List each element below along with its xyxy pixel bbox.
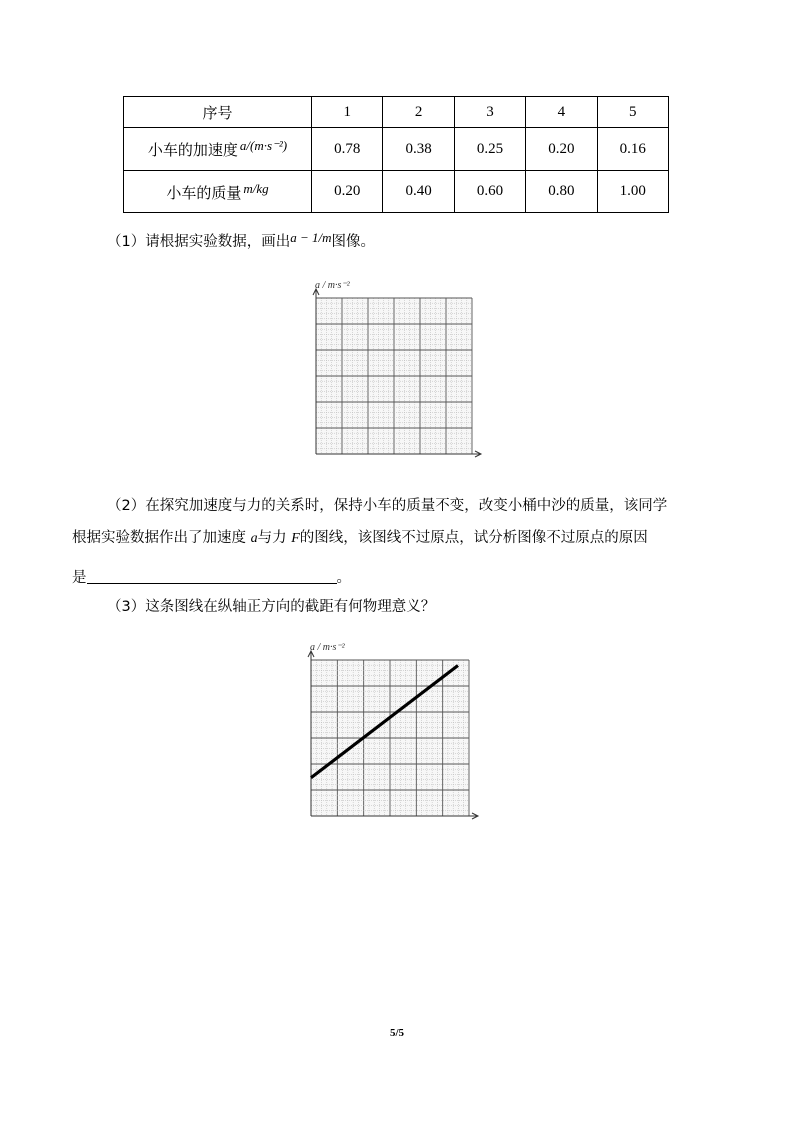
variable-a: a xyxy=(250,531,258,546)
question-2-line-1: （2）在探究加速度与力的关系时，保持小车的质量不变，改变小桶中沙的质量，该同学 xyxy=(107,498,668,514)
header-label-cell: 序号 xyxy=(124,97,312,128)
row-label-cell xyxy=(124,128,312,171)
header-cell: 5 xyxy=(597,97,668,128)
header-cell: 4 xyxy=(526,97,597,128)
table-cell: 0.16 xyxy=(597,128,668,171)
question-2-text: 是 xyxy=(72,570,87,586)
question-3: （3）这条图线在纵轴正方向的截距有何物理意义？ xyxy=(107,599,436,615)
table-cell: 0.20 xyxy=(526,128,597,171)
question-1-suffix: 图像。 xyxy=(331,234,376,250)
page-number: 5/5 xyxy=(389,1027,405,1039)
table-cell: 0.20 xyxy=(312,171,383,213)
question-1-prefix: （1）请根据实验数据，画出 xyxy=(107,234,291,250)
question-2-text: 根据实验数据作出了加速度 xyxy=(72,530,246,546)
y-axis-label: a / m·s⁻² xyxy=(310,642,345,653)
table-cell: 0.80 xyxy=(526,171,597,213)
question-2-text: 与力 xyxy=(257,530,287,546)
question-2-line-3 xyxy=(72,568,351,588)
question-2-text: 。 xyxy=(336,570,351,586)
question-1-formula: a − 1/m xyxy=(290,230,332,245)
row-label: 小车的加速度 xyxy=(147,141,238,159)
answer-blank[interactable] xyxy=(87,569,337,584)
table-row xyxy=(124,171,669,213)
table-header-row xyxy=(124,97,669,128)
question-2-text: 的图线，该图线不过原点，试分析图像不过原点的原因 xyxy=(299,530,648,546)
table-row xyxy=(124,128,669,171)
table-cell: 0.25 xyxy=(454,128,525,171)
row-unit: a/(m·s⁻²) xyxy=(239,138,288,153)
table-cell: 0.78 xyxy=(312,128,383,171)
header-cell: 3 xyxy=(454,97,525,128)
header-cell: 2 xyxy=(383,97,454,128)
question-2-line-2 xyxy=(72,528,648,549)
table-cell: 0.40 xyxy=(383,171,454,213)
header-cell: 1 xyxy=(312,97,383,128)
question-1 xyxy=(107,228,375,252)
row-label-cell xyxy=(124,171,312,213)
line-graph-grid xyxy=(302,638,488,824)
variable-F: F xyxy=(291,531,300,546)
y-axis-label: a / m·s⁻² xyxy=(315,280,350,291)
row-unit: m/kg xyxy=(243,180,269,196)
table-cell: 0.60 xyxy=(454,171,525,213)
table-cell: 1.00 xyxy=(597,171,668,213)
row-label: 小车的质量 xyxy=(166,183,242,202)
data-table xyxy=(123,96,669,213)
blank-graph-grid xyxy=(308,276,494,460)
table-cell: 0.38 xyxy=(383,128,454,171)
